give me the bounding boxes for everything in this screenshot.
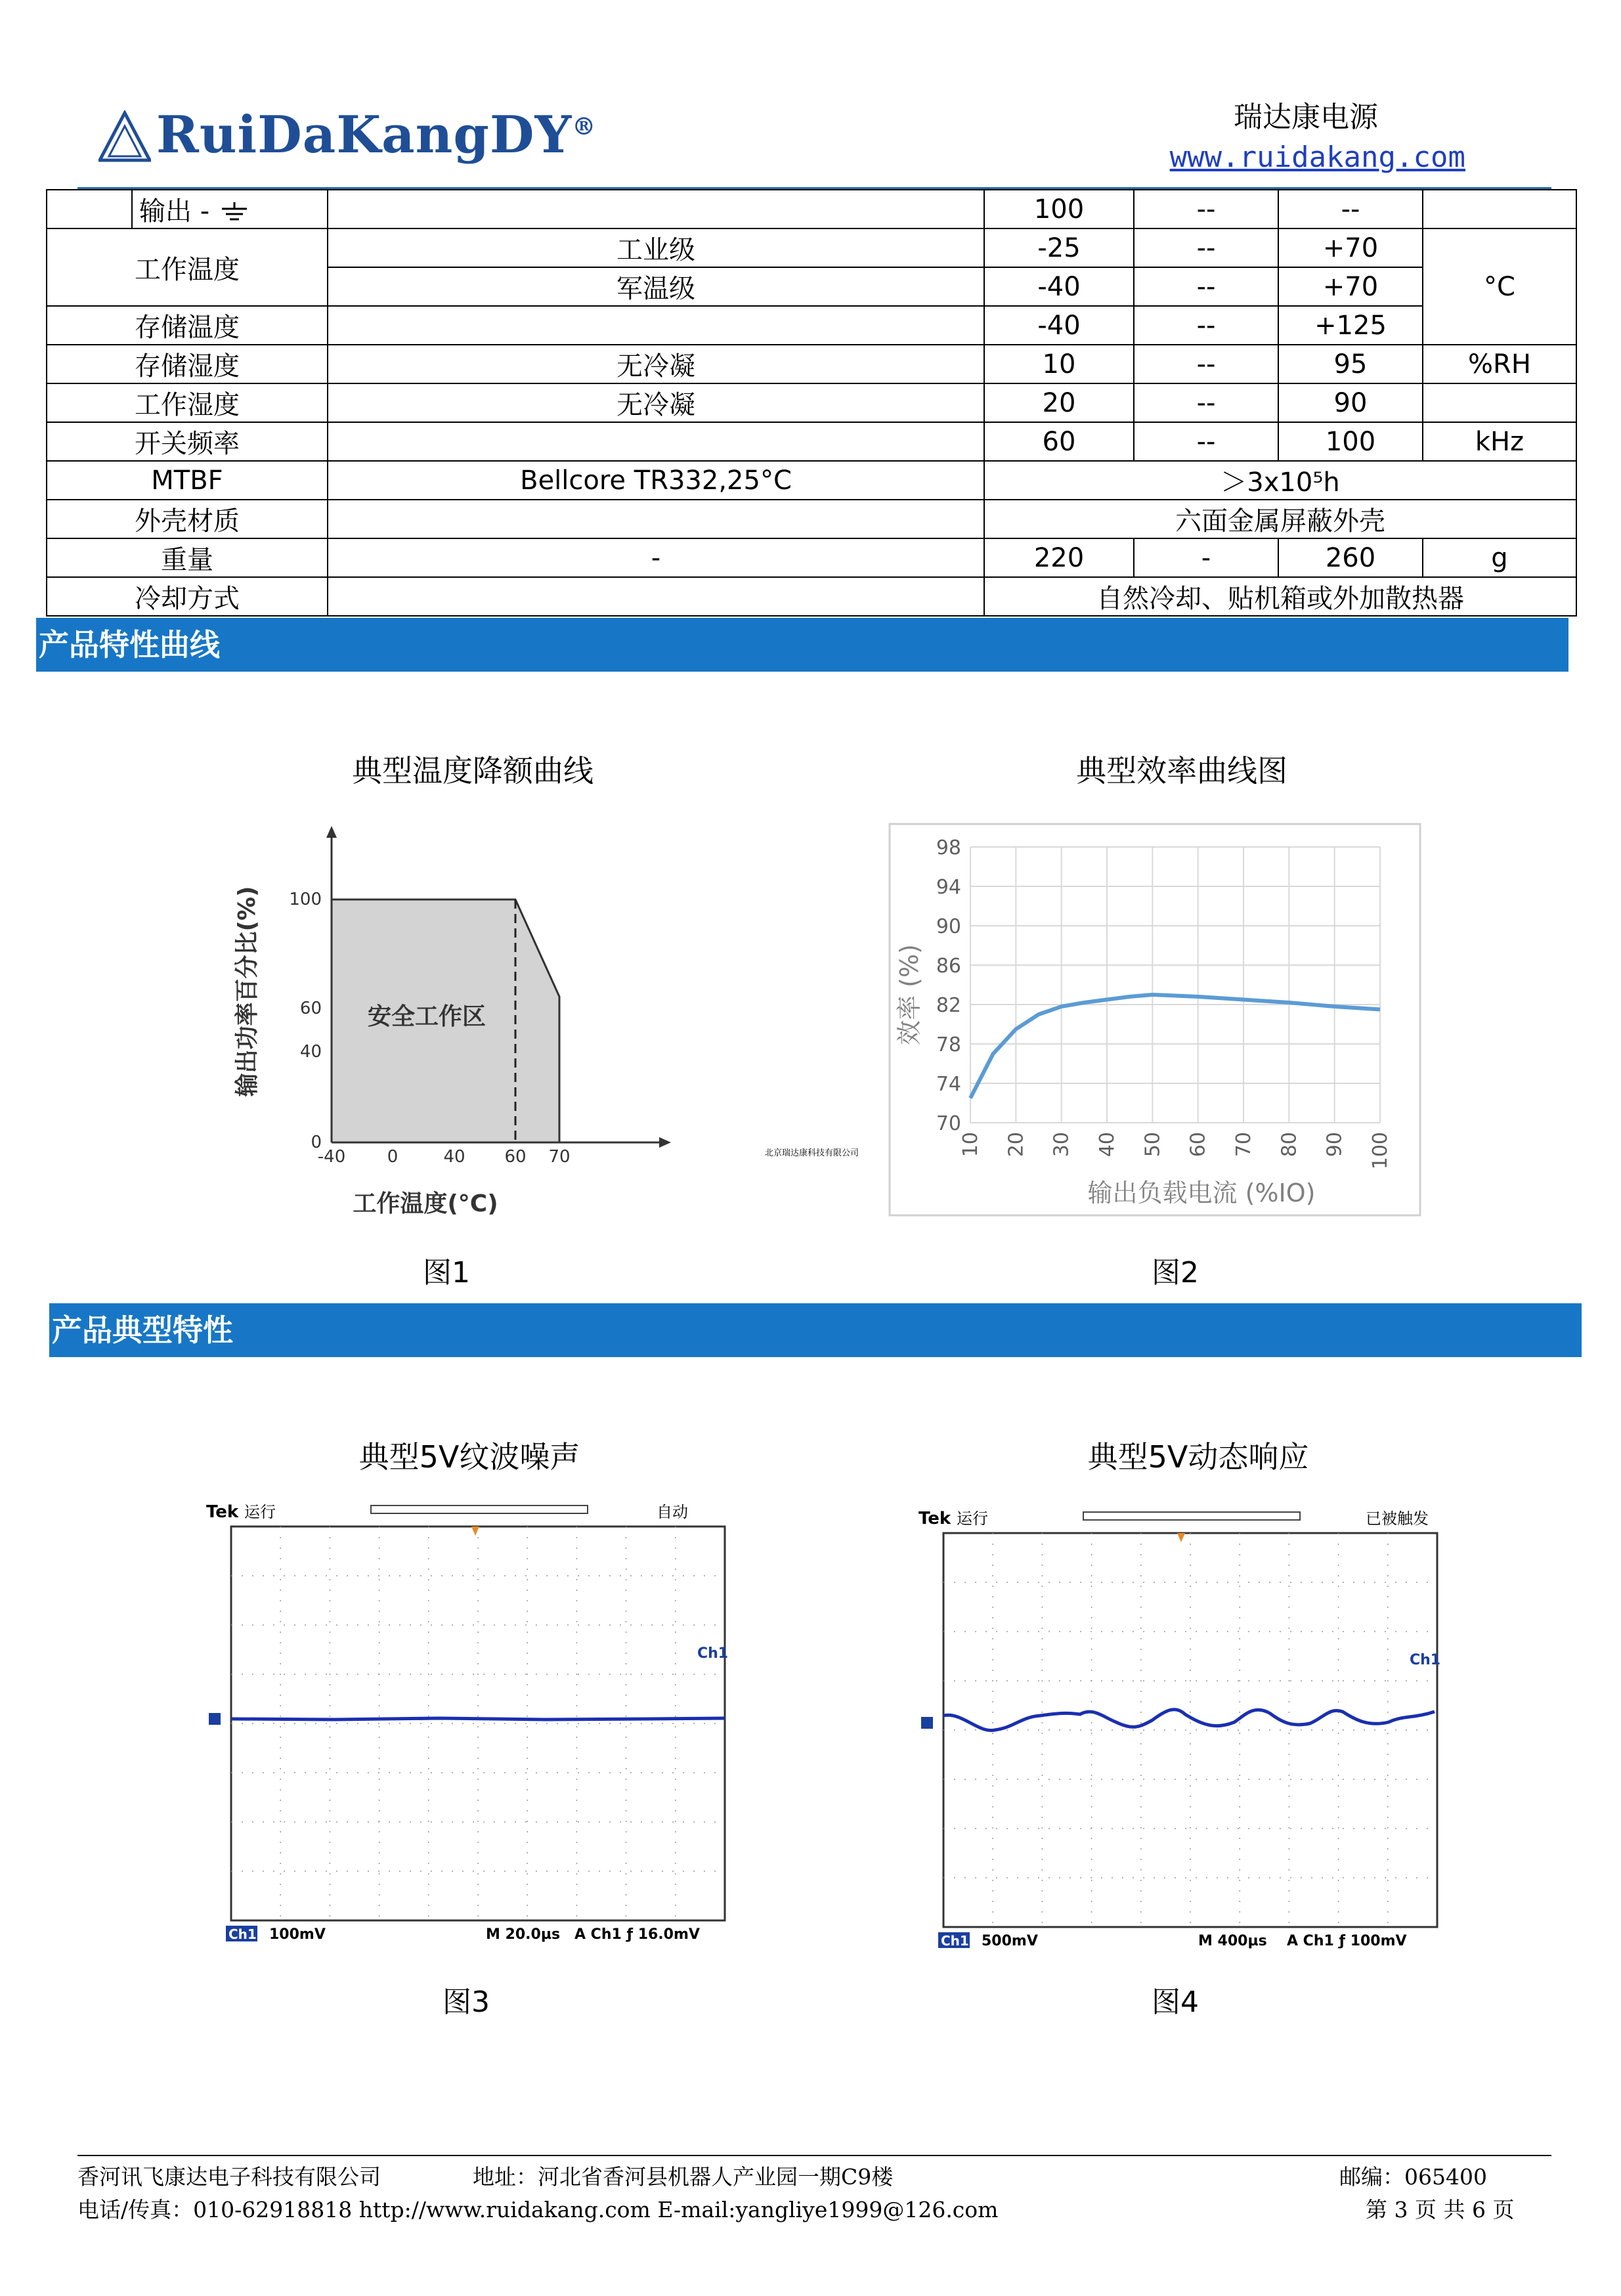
scope-volts-div: 100mV	[269, 1926, 326, 1943]
x-tick-label: 40	[1096, 1132, 1119, 1158]
footer-postcode: 邮编：065400	[1339, 2164, 1487, 2190]
table-row	[47, 500, 1576, 538]
footer-address: 地址：河北省香河县机器人产业园一期C9楼	[473, 2164, 894, 2190]
y-tick-label: 90	[936, 915, 961, 938]
scope-run-state: 运行	[957, 1509, 988, 1528]
fig3-caption: 图3	[443, 1985, 490, 2019]
cell-value: ＞3x10⁵h	[984, 461, 1576, 500]
cell-max: --	[1278, 190, 1423, 228]
efficiency-chart	[886, 821, 1425, 1221]
section-header-typical: 产品典型特性	[49, 1303, 1582, 1357]
cell-min: -40	[984, 306, 1134, 345]
cell-unit: %RH	[1423, 345, 1576, 383]
table-row	[47, 577, 1576, 616]
logo-icon	[98, 110, 151, 163]
y-tick-label: 78	[936, 1033, 961, 1056]
fig1-caption: 图1	[423, 1256, 470, 1289]
cell-label: 存储温度	[47, 306, 328, 345]
cell-min: -25	[984, 228, 1134, 267]
x-tick-label: 40	[443, 1147, 465, 1167]
y-tick-label: 70	[936, 1112, 961, 1135]
y-tick-label: 0	[311, 1133, 322, 1152]
scope-time-div: M 400µs	[1198, 1933, 1267, 1949]
cell-max: +125	[1278, 306, 1423, 345]
ripple-waveform	[231, 1718, 725, 1720]
x-tick-label: 80	[1278, 1132, 1301, 1158]
fig2-title: 典型效率曲线图	[1076, 753, 1287, 789]
scope-ch-badge-text: Ch1	[941, 1933, 969, 1949]
cell-condition: 无冷凝	[328, 383, 984, 422]
ground-icon	[218, 200, 251, 226]
fig3-title: 典型5V纹波噪声	[358, 1439, 580, 1475]
cell-min: 220	[984, 538, 1134, 577]
cell-typ: -	[1134, 538, 1278, 577]
cell-unit: g	[1423, 538, 1576, 577]
table-row	[47, 461, 1576, 500]
scope-trigger-status: 已被触发	[1366, 1509, 1429, 1528]
cell-condition: 工业级	[328, 228, 984, 267]
cell-label: 外壳材质	[47, 500, 328, 538]
table-row	[47, 538, 1576, 577]
derating-chart	[217, 814, 676, 1234]
table-row	[47, 422, 1576, 461]
cell-unit: kHz	[1423, 422, 1576, 461]
cell-typ: --	[1134, 345, 1278, 383]
cell-value: 自然冷却、贴机箱或外加散热器	[984, 577, 1576, 616]
cell-label: 重量	[47, 538, 328, 577]
x-tick-label: 30	[1050, 1132, 1073, 1158]
scope-brand: Tek	[206, 1502, 239, 1522]
cell-typ: --	[1134, 190, 1278, 228]
cell-max: 260	[1278, 538, 1423, 577]
footer-company: 香河讯飞康达电子科技有限公司	[77, 2164, 381, 2190]
section-header-curves: 产品特性曲线	[36, 618, 1568, 672]
scope-ripple	[204, 1500, 729, 1947]
cell-label: 工作温度	[47, 228, 328, 306]
cell-label: 存储湿度	[47, 345, 328, 383]
x-tick-label: 100	[1369, 1132, 1392, 1170]
x-tick-label: -40	[317, 1147, 346, 1167]
cell-condition: 无冷凝	[328, 345, 984, 383]
y-axis-label: 效率 (%)	[895, 944, 924, 1045]
cell-max: 100	[1278, 422, 1423, 461]
y-tick-label: 40	[299, 1042, 322, 1062]
table-row	[47, 190, 1576, 228]
scope-screen	[916, 1507, 1441, 1953]
cell-typ: --	[1134, 383, 1278, 422]
cell-typ: --	[1134, 306, 1278, 345]
brand-name: RuiDaKangDY®	[156, 105, 597, 165]
cell-min: 60	[984, 422, 1134, 461]
scope-dynamic	[916, 1507, 1441, 1953]
cell-condition: Bellcore TR332,25°C	[328, 461, 984, 500]
cell-value: 六面金属屏蔽外壳	[984, 500, 1576, 538]
footer-page: 第 3 页 共 6 页	[1366, 2197, 1515, 2222]
cell-label: 开关频率	[47, 422, 328, 461]
fig4-title: 典型5V动态响应	[1087, 1439, 1309, 1475]
y-tick-label: 94	[936, 876, 961, 899]
cell-max: 95	[1278, 345, 1423, 383]
scope-trigger: A Ch1 ƒ 100mV	[1287, 1933, 1407, 1949]
x-tick-label: 10	[959, 1132, 982, 1158]
scope-timebar	[371, 1505, 588, 1513]
scope-timebar	[1083, 1512, 1300, 1520]
scope-ch-badge-text: Ch1	[228, 1926, 257, 1942]
x-axis-label: 工作温度(°C)	[353, 1190, 498, 1217]
table-row	[47, 383, 1576, 422]
company-name: 瑞达康电源	[1234, 100, 1378, 134]
cell-max: +70	[1278, 267, 1423, 306]
cell-condition: -	[328, 538, 984, 577]
x-tick-label: 20	[1005, 1132, 1028, 1158]
x-tick-label: 60	[1186, 1132, 1210, 1158]
cell-min: 100	[984, 190, 1134, 228]
x-tick-label: 90	[1323, 1132, 1347, 1158]
cell-unit: °C	[1423, 228, 1576, 345]
cell-condition: 军温级	[328, 267, 984, 306]
safe-area-label: 安全工作区	[367, 1003, 486, 1030]
fig2-caption: 图2	[1152, 1256, 1199, 1289]
channel-marker-icon	[209, 1713, 221, 1725]
scope-ch-label: Ch1	[697, 1645, 729, 1662]
cell-min: -40	[984, 267, 1134, 306]
scope-run-state: 运行	[244, 1503, 276, 1521]
website-link[interactable]: www.ruidakang.com	[1169, 141, 1465, 174]
scope-brand: Tek	[919, 1509, 951, 1528]
x-tick-label: 70	[548, 1147, 571, 1167]
fig1-title: 典型温度降额曲线	[352, 753, 594, 789]
y-tick-label: 100	[289, 890, 322, 909]
cell-typ: --	[1134, 422, 1278, 461]
cell-label: 冷却方式	[47, 577, 328, 616]
x-tick-label: 60	[504, 1147, 527, 1167]
scope-trigger-status: 自动	[657, 1503, 688, 1521]
y-tick-label: 60	[299, 999, 322, 1018]
x-tick-label: 0	[387, 1147, 399, 1167]
y-tick-label: 82	[936, 994, 961, 1017]
y-axis-label: 输出功率百分比(%)	[234, 886, 261, 1097]
scope-screen	[204, 1500, 729, 1947]
scope-volts-div: 500mV	[982, 1933, 1038, 1949]
channel-marker-icon	[921, 1717, 933, 1729]
scope-ch-label: Ch1	[1410, 1652, 1441, 1668]
cell-typ: --	[1134, 228, 1278, 267]
cell-typ: --	[1134, 267, 1278, 306]
cell-label: 输出 -	[139, 196, 210, 227]
cell-max: 90	[1278, 383, 1423, 422]
scope-trigger: A Ch1 ƒ 16.0mV	[574, 1926, 700, 1943]
table-row	[47, 228, 1576, 267]
cell-label: 工作湿度	[47, 383, 328, 422]
fig4-caption: 图4	[1152, 1985, 1199, 2019]
cell-min: 20	[984, 383, 1134, 422]
x-tick-label: 50	[1141, 1132, 1165, 1158]
cell-label: MTBF	[47, 461, 328, 500]
x-axis-arrow	[659, 1137, 671, 1148]
footer-contact: 电话/传真：010-62918818 http://www.ruidakang.com E-mail:yangliye1999@126.com	[77, 2197, 999, 2222]
y-tick-label: 86	[936, 955, 961, 978]
table-row	[47, 345, 1576, 383]
y-axis-arrow	[326, 826, 337, 838]
table-row	[47, 306, 1576, 345]
cell-min: 10	[984, 345, 1134, 383]
watermark-text: 北京瑞达康科技有限公司	[765, 1148, 859, 1158]
footer-rule	[77, 2155, 1551, 2156]
y-tick-label: 98	[936, 836, 961, 859]
x-axis-label: 输出负载电流 (%IO)	[1087, 1179, 1316, 1207]
spec-table	[46, 189, 1577, 617]
scope-time-div: M 20.0µs	[486, 1926, 561, 1943]
y-tick-label: 74	[936, 1073, 961, 1096]
x-tick-label: 70	[1232, 1132, 1255, 1158]
cell-max: +70	[1278, 228, 1423, 267]
